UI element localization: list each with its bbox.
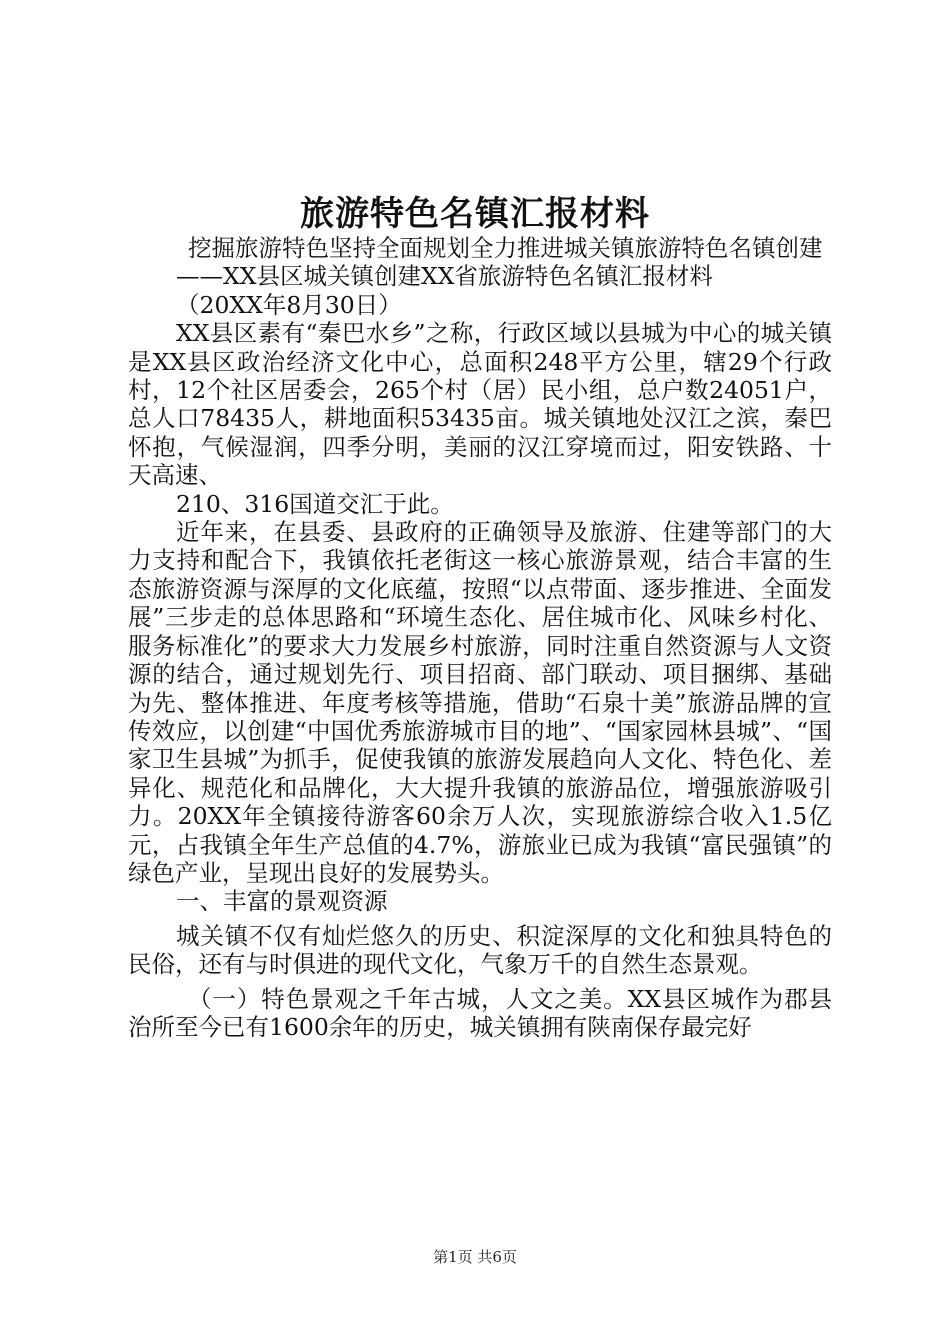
body-paragraph: XX县区素有“秦巴水乡”之称，行政区域以县城为中心的城关镇是XX县区政治经济文化中心，总面积248平方公里，辖29个行政村，12个社区居委会，265个村（居）民小组，总户数24051户，总人口78435人，耕地面积53435亩。城关镇地处汉江之滨，秦巴怀抱，气候湿润，四季分明，美丽的汉江穿境而过，阳安铁路、十天高速、 <box>128 319 832 490</box>
document-title: 旅游特色名镇汇报材料 <box>300 194 650 234</box>
subtitle-attribution: ——XX县区城关镇创建XX省旅游特色名镇汇报材料 <box>176 262 713 291</box>
body-paragraph: 210、316国道交汇于此。 <box>176 489 454 518</box>
body-paragraph: 城关镇不仅有灿烂悠久的历史、积淀深厚的文化和独具特色的民俗，还有与时俱进的现代文化，气象万千的自然生态景观。 <box>128 921 832 979</box>
document-body <box>128 234 832 1041</box>
subtitle-paragraph: 挖掘旅游特色坚持全面规划全力推进城关镇旅游特色名镇创建 <box>188 234 823 262</box>
body-paragraph: 近年来，在县委、县政府的正确领导及旅游、住建等部门的大力支持和配合下，我镇依托老街这一核心旅游景观，结合丰富的生态旅游资源与深厚的文化底蕴，按照“以点带面、逐步推进、全面发展”三步走的总体思路和“环境生态化、居住城市化、风味乡村化、服务标准化”的要求大力发展乡村旅游，同时注重自然资源与人文资源的结合，通过规划先行、项目招商、部门联动、项目捆绑、基础为先、整体推进、年度考核等措施，借助“石泉十美”旅游品牌的宣传效应，以创建“中国优秀旅游城市目的地”、“国家园林县城”、“国家卫生县城”为抓手，促使我镇的旅游发展趋向人文化、特色化、差异化、规范化和品牌化，大大提升我镇的旅游品位，增强旅游吸引力。20XX年全镇接待游客60余万人次，实现旅游综合收入1.5亿元，占我镇全年生产总值的4.7%，游旅业已成为我镇“富民强镇”的绿色产业，呈现出良好的发展势头。 <box>128 518 832 887</box>
body-paragraph: （一）特色景观之千年古城，人文之美。XX县区城作为郡县治所至今已有1600余年的历史，城关镇拥有陕南保存最完好 <box>128 984 832 1041</box>
document-date: （20XX年8月30日） <box>176 290 402 319</box>
section-heading: 一、丰富的景观资源 <box>176 887 388 916</box>
page-footer: 第1页 共6页 <box>433 1248 517 1266</box>
